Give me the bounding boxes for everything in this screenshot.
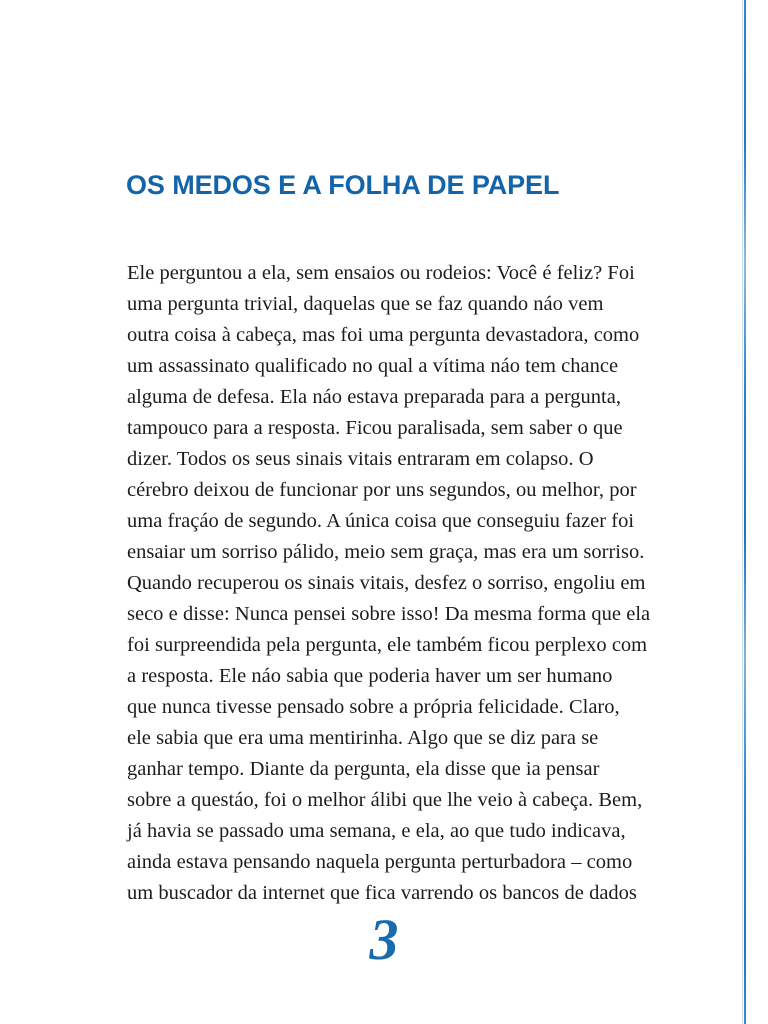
- body-paragraph: [127, 258, 705, 909]
- body-line: Quando recuperou os sinais vitais, desfez o sorriso, engoliu em: [127, 572, 646, 594]
- body-line: a resposta. Ele náo sabia que poderia haver um ser humano: [127, 665, 613, 687]
- vertical-blue-rule-icon: [744, 0, 746, 1024]
- page-number: 3: [369, 907, 399, 972]
- body-line: ele sabia que era uma mentirinha. Algo que se diz para se: [127, 727, 599, 749]
- body-line: que nunca tivesse pensado sobre a própria felicidade. Claro,: [127, 696, 620, 718]
- body-line: foi surpreendida pela pergunta, ele também ficou perplexo com: [127, 634, 648, 656]
- body-line: Ele perguntou a ela, sem ensaios ou rodeios: Você é feliz? Foi: [127, 262, 635, 284]
- body-line: tampouco para a resposta. Ficou paralisada, sem saber o que: [127, 417, 623, 439]
- body-line: já havia se passado uma semana, e ela, ao que tudo indicava,: [127, 820, 626, 842]
- body-line: dizer. Todos os seus sinais vitais entraram em colapso. O: [127, 448, 594, 470]
- body-line: ganhar tempo. Diante da pergunta, ela disse que ia pensar: [127, 758, 600, 780]
- body-line: uma fraçáo de segundo. A única coisa que conseguiu fazer foi: [127, 510, 635, 532]
- body-line: sobre a questáo, foi o melhor álibi que lhe veio à cabeça. Bem,: [127, 789, 643, 811]
- body-line: alguma de defesa. Ela náo estava preparada para a pergunta,: [127, 386, 621, 408]
- page-title: OS MEDOS E A FOLHA DE PAPEL: [126, 170, 560, 200]
- body-line: um buscador da internet que fica varrendo os bancos de dados: [127, 882, 637, 904]
- body-line: seco e disse: Nunca pensei sobre isso! Da mesma forma que ela: [127, 603, 651, 625]
- body-line: um assassinato qualificado no qual a vítima náo tem chance: [127, 355, 619, 377]
- body-line: cérebro deixou de funcionar por uns segundos, ou melhor, por: [127, 479, 637, 501]
- body-line: ainda estava pensando naquela pergunta perturbadora – como: [127, 851, 633, 873]
- body-line: uma pergunta trivial, daquelas que se faz quando náo vem: [127, 293, 604, 315]
- vertical-blue-rule-shadow: [742, 0, 743, 1024]
- body-line: ensaiar um sorriso pálido, meio sem graça, mas era um sorriso.: [127, 541, 645, 563]
- body-line: outra coisa à cabeça, mas foi uma pergunta devastadora, como: [127, 324, 640, 346]
